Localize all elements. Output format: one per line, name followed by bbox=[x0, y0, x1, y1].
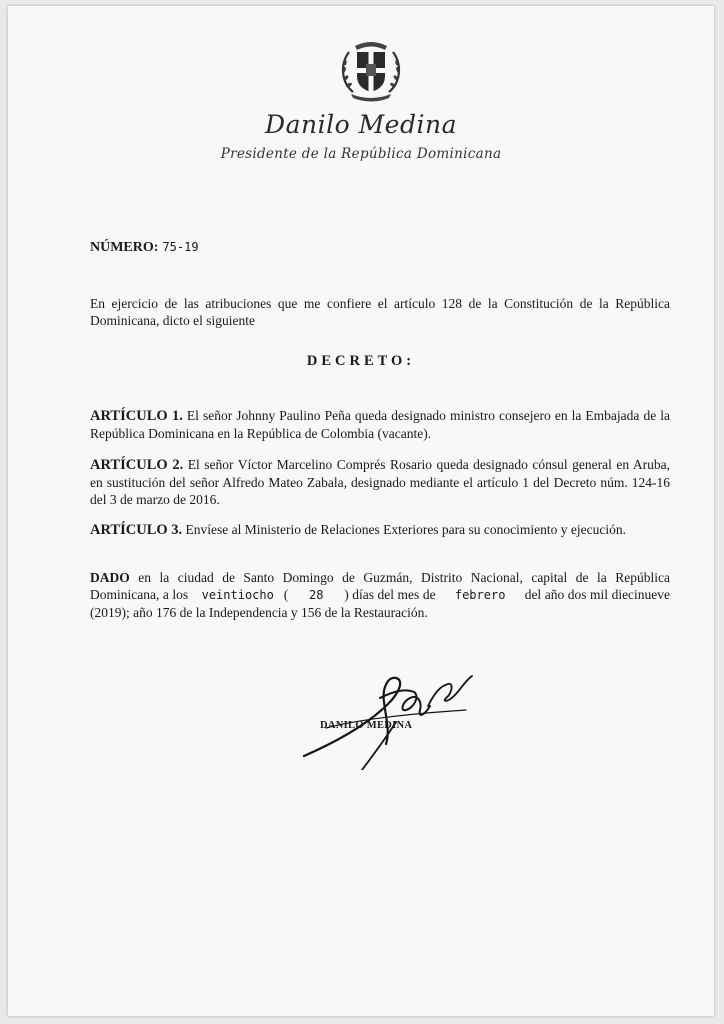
dado-label: DADO bbox=[90, 570, 130, 585]
preamble: En ejercicio de las atribuciones que me confiere el artículo 128 de la Constitución de la República Dominicana, dicto el siguiente bbox=[90, 296, 670, 328]
letterhead-name: Danilo Medina bbox=[265, 110, 457, 139]
decree-page bbox=[8, 6, 714, 1016]
letterhead-title: Presidente de la República Dominicana bbox=[220, 146, 502, 162]
article-3 bbox=[90, 521, 670, 539]
article-2 bbox=[90, 456, 670, 508]
dado-text-month-intro: días del mes de bbox=[352, 587, 436, 602]
article-1 bbox=[90, 407, 670, 442]
decree-number-label: NÚMERO: bbox=[90, 240, 159, 255]
article-text: El señor Víctor Marcelino Comprés Rosario queda designado cónsul general en Aruba, en sustitución del señor Alfredo Mateo Zabala, designado mediante el artículo 1 del Decreto núm. 124-16 del 3 de marzo de 2016. bbox=[90, 457, 670, 507]
decree-number bbox=[90, 240, 199, 256]
article-label: ARTÍCULO 3. bbox=[90, 522, 183, 538]
decree-number-value: 75-19 bbox=[162, 240, 199, 254]
day-number: 28 bbox=[308, 588, 324, 602]
dado-text-end: del año dos mil diecinueve (2019); año 176 de la Independencia y 156 de la Restauración. bbox=[90, 587, 671, 620]
dado-text: en la ciudad de Santo Domingo de Guzmán, Distrito Nacional, capital de la República Dominicana, a los bbox=[90, 570, 670, 602]
article-text: Envíese al Ministerio de Relaciones Exteriores para su conocimiento y ejecución. bbox=[185, 522, 626, 537]
dado-clause: DADO en la ciudad de Santo Domingo de Guzmán, Distrito Nacional, capital de la República Dominicana, a los veintiocho ( 28 ) días del mes de febrero del año dos mil diecinueve (2019); año 176 de la Independencia y 156 de la Restauración. bbox=[90, 570, 671, 620]
month-word: febrero bbox=[454, 588, 506, 602]
coat-of-arms-icon bbox=[335, 34, 407, 104]
article-label: ARTÍCULO 1. bbox=[90, 408, 183, 424]
article-label: ARTÍCULO 2. bbox=[90, 457, 184, 473]
decree-heading: DECRETO: bbox=[306, 353, 416, 369]
signatory-name: DANILO MEDINA bbox=[320, 720, 413, 731]
article-text: El señor Johnny Paulino Peña queda designado ministro consejero en la Embajada de la República Dominicana en la República de Colombia (vacante). bbox=[90, 408, 671, 441]
handwritten-signature-icon bbox=[296, 658, 492, 770]
day-word: veintiocho bbox=[201, 588, 274, 602]
